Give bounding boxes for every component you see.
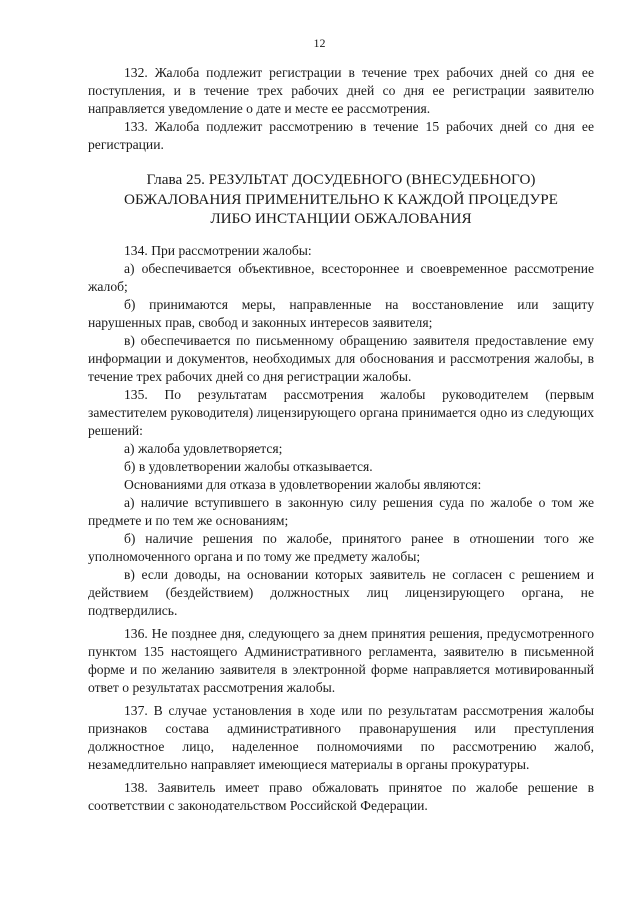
paragraph-135-ground-a: а) наличие вступившего в законную силу решения суда по жалобе о том же предмете и по тем же основаниям; — [88, 494, 594, 528]
paragraph-134-item-a: а) обеспечивается объективное, всестороннее и своевременное рассмотрение жалоб; — [88, 260, 594, 294]
chapter-heading: Глава 25. РЕЗУЛЬТАТ ДОСУДЕБНОГО (ВНЕСУДЕБНОГО) ОБЖАЛОВАНИЯ ПРИМЕНИТЕЛЬНО К КАЖДОЙ ПРОЦЕДУРЕ ЛИБО ИНСТАНЦИИ ОБЖАЛОВАНИЯ — [124, 171, 558, 227]
paragraph-135-grounds-intro: Основаниями для отказа в удовлетворении жалобы являются: — [124, 476, 482, 492]
paragraph-137: 137. В случае установления в ходе или по результатам рассмотрения жалобы признаков состава административного правонарушения или преступления должностное лицо, наделенное полномочиями по рассмотрению жалоб, незамедлительно направляет имеющиеся материалы в органы прокуратуры. — [88, 702, 594, 772]
paragraph-133: 133. Жалоба подлежит рассмотрению в течение 15 рабочих дней со дня ее регистрации. — [88, 119, 594, 152]
paragraph-136: 136. Не позднее дня, следующего за днем принятия решения, предусмотренного пунктом 135 настоящего Административного регламента, заявителю в письменной форме и по желанию заявителя в электронной форме направляется мотивированный ответ о результатах рассмотрения жалобы. — [88, 625, 594, 695]
paragraph-134-item-c: в) обеспечивается по письменному обращению заявителя предоставление ему информации и документов, необходимых для обоснования и рассмотрения жалобы, в течение трех рабочих дней со дня регистрации жалобы. — [88, 332, 594, 384]
paragraph-138: 138. Заявитель имеет право обжаловать принятое по жалобе решение в соответствии с законодательством Российской Федерации. — [88, 779, 594, 813]
paragraph-135-ground-c: в) если доводы, на основании которых заявитель не согласен с решением и действием (бездействием) должностных лиц лицензирующего органа, не подтвердились. — [88, 566, 594, 618]
paragraph-134-item-b: б) принимаются меры, направленные на восстановление или защиту нарушенных прав, свобод и законных интересов заявителя; — [88, 296, 594, 330]
paragraph-134-intro: 134. При рассмотрении жалобы: — [124, 242, 312, 258]
paragraph-135-item-b: б) в удовлетворении жалобы отказывается. — [124, 458, 373, 474]
document-body — [88, 64, 594, 815]
paragraph-135-item-a: а) жалоба удовлетворяется; — [124, 440, 283, 456]
paragraph-132: 132. Жалоба подлежит регистрации в течение трех рабочих дней со дня ее поступления, и в течение трех рабочих дней со дня ее регистрации заявителю направляется уведомление о дате и месте ее рассмотрения. — [88, 65, 594, 116]
page-number: 12 — [313, 36, 326, 50]
paragraph-135-intro: 135. По результатам рассмотрения жалобы руководителем (первым заместителем руководителя) лицензирующего органа принимается одно из следующих решений: — [88, 386, 594, 438]
paragraph-135-ground-b: б) наличие решения по жалобе, принятого ранее в отношении того же уполномоченного органа и по тому же предмету жалобы; — [88, 530, 594, 564]
